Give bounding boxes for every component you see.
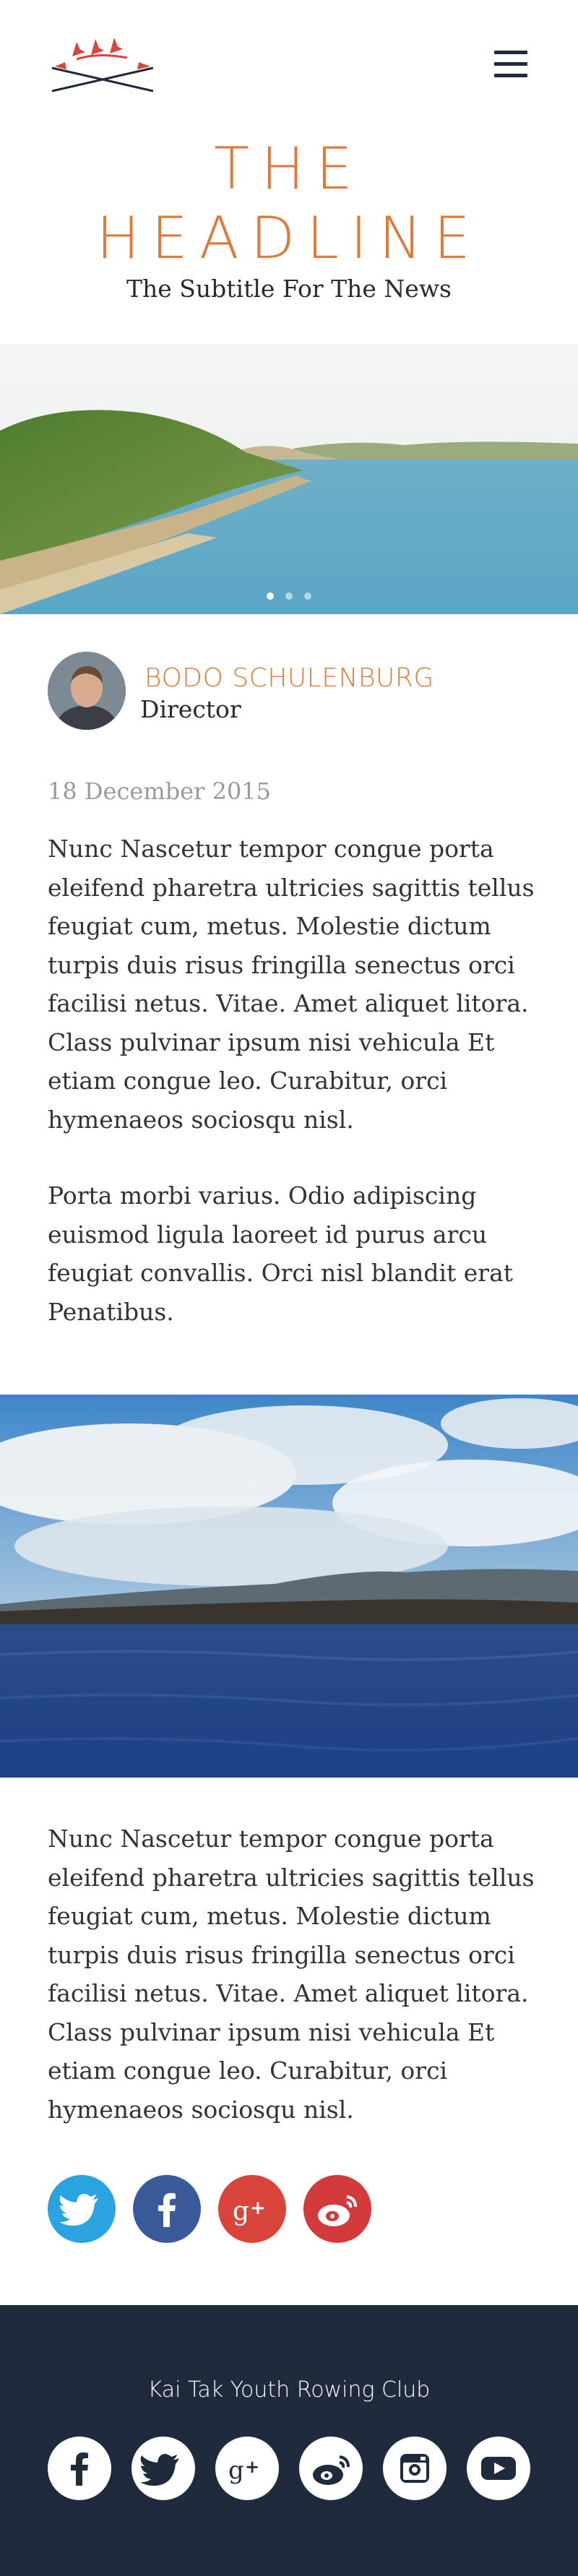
page-subtitle: The Subtitle For The News xyxy=(126,275,452,303)
article-paragraph-3: Nunc Nascetur tempor congue porta eleifend pharetra ultricies sagittis tellus feugiat cum, metus. Molestie dictum turpis duis risus fringilla senectus orci facilisi netus. Vitae. Amet aliquet litora. Class pulvinar ipsum nisi vehicula Et etiam congue leo. Curabitur, orci hymenaeos sociosqu nisl. xyxy=(48,1825,535,2124)
headline-line-2: HEADLINE xyxy=(96,204,482,272)
share-facebook-button[interactable] xyxy=(133,2175,201,2243)
ocean-landscape-image xyxy=(0,1395,578,1778)
share-weibo-button[interactable] xyxy=(303,2175,371,2243)
article-paragraph-2: Porta morbi varius. Odio adipiscing euismod ligula laoreet id purus arcu feugiat convallis. Orci nisl blandit erat Penatibus. xyxy=(48,1181,514,1326)
facebook-icon xyxy=(133,2175,201,2243)
footer-instagram-button[interactable] xyxy=(383,2437,447,2500)
youtube-icon xyxy=(467,2437,530,2500)
footer-weibo-button[interactable] xyxy=(299,2437,363,2500)
weibo-icon xyxy=(303,2175,371,2243)
instagram-icon xyxy=(383,2437,447,2500)
footer-title: Kai Tak Youth Rowing Club xyxy=(147,2377,431,2403)
google-plus-icon xyxy=(215,2437,279,2500)
svg-text:g: g xyxy=(228,2456,244,2485)
page-title xyxy=(0,134,578,273)
footer-twitter-button[interactable] xyxy=(131,2437,195,2500)
footer-facebook-button[interactable] xyxy=(48,2437,111,2500)
hero-carousel[interactable] xyxy=(0,344,578,614)
hamburger-menu-icon[interactable] xyxy=(491,48,532,81)
carousel-dot-3[interactable] xyxy=(304,593,311,600)
twitter-icon xyxy=(131,2437,195,2500)
twitter-icon xyxy=(48,2175,116,2243)
google-plus-icon xyxy=(218,2175,286,2243)
carousel-pagination xyxy=(0,593,578,600)
carousel-dot-2[interactable] xyxy=(285,593,293,600)
rowing-oars-logo-icon[interactable] xyxy=(48,30,158,95)
author-role: Director xyxy=(140,695,241,723)
svg-text:+: + xyxy=(245,2457,260,2477)
share-google-plus-button[interactable] xyxy=(218,2175,286,2243)
svg-text:+: + xyxy=(250,2197,266,2219)
facebook-icon xyxy=(48,2437,111,2500)
author-name[interactable]: BODO SCHULENBURG xyxy=(144,663,434,693)
site-header xyxy=(0,0,578,303)
svg-text:g: g xyxy=(233,2197,250,2226)
weibo-icon xyxy=(299,2437,363,2500)
article-paragraph-1: Nunc Nascetur tempor congue porta eleifend pharetra ultricies sagittis tellus feugiat cum, metus. Molestie dictum turpis duis risus fringilla senectus orci facilisi netus. Vitae. Amet aliquet litora. Class pulvinar ipsum nisi vehicula Et etiam congue leo. Curabitur, orci hymenaeos sociosqu nisl. xyxy=(48,835,535,1134)
coastline-photo xyxy=(0,344,578,614)
headline-line-1: THE xyxy=(214,135,364,202)
article-date: 18 December 2015 xyxy=(48,777,272,805)
avatar-portrait-icon xyxy=(48,652,126,730)
ocean-photo xyxy=(0,1395,578,1778)
share-twitter-button[interactable] xyxy=(48,2175,116,2243)
carousel-dot-1[interactable] xyxy=(267,593,274,600)
avatar[interactable] xyxy=(48,652,126,730)
footer-google-plus-button[interactable] xyxy=(215,2437,279,2500)
site-footer xyxy=(0,2305,578,2576)
author-card xyxy=(48,652,539,731)
footer-youtube-button[interactable] xyxy=(467,2437,530,2500)
